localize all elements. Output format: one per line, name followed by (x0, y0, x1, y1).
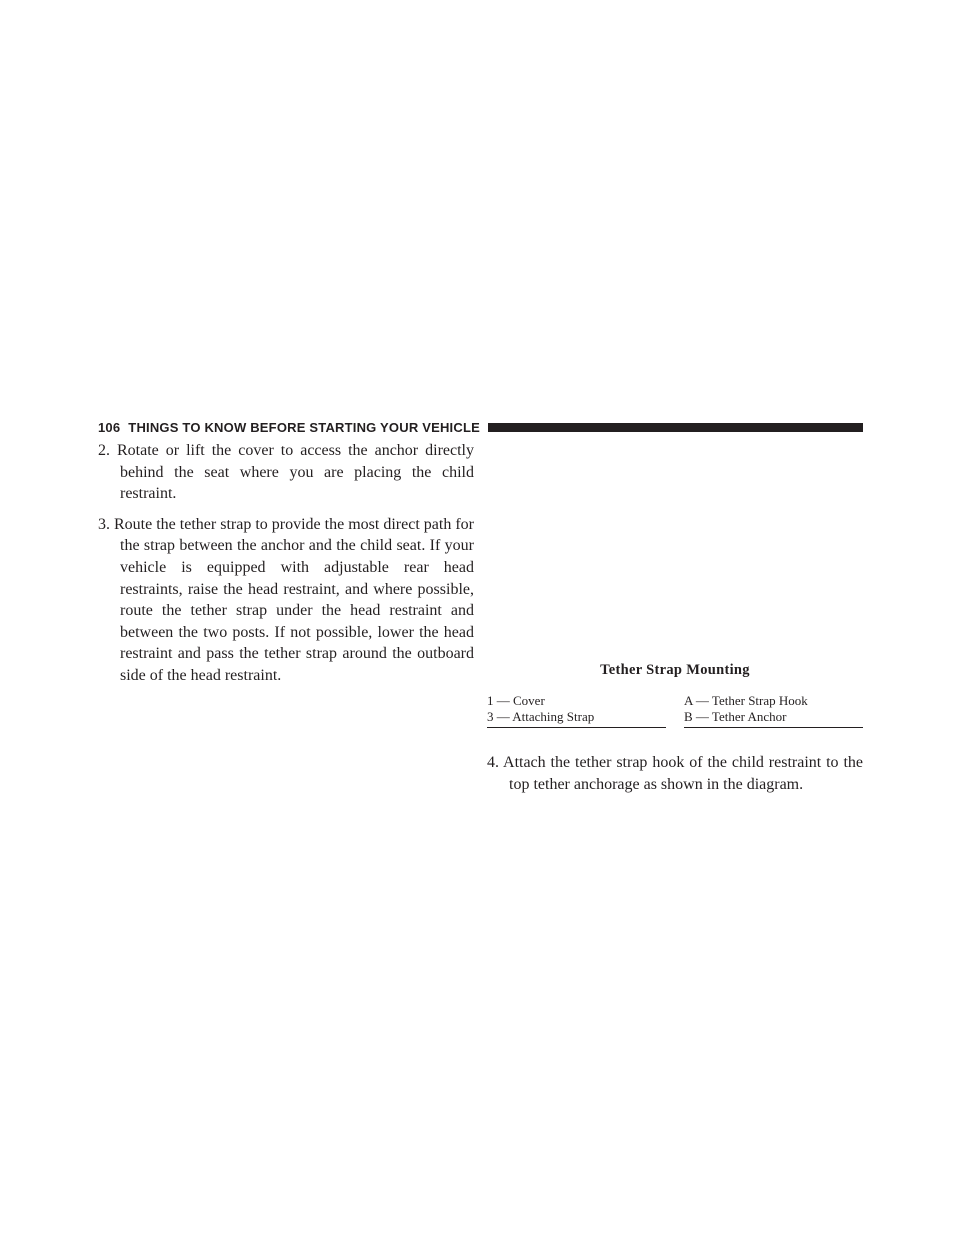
page-header (98, 417, 863, 437)
header-rule (488, 423, 863, 432)
legend-column-numbers (487, 693, 666, 728)
page-number: 106 (98, 419, 121, 435)
figure-area (487, 440, 863, 662)
legend-item-cover: 1 — Cover (487, 693, 545, 708)
figure-caption: Tether Strap Mounting (600, 662, 750, 678)
step-3: 3. Route the tether strap to provide the most direct path for the strap between the anchor and the child seat. If your vehicle is equipped with adjustable rear head restraints, raise the head restraint, and where possible, route the tether strap under the head restraint and between the two posts. If not possible, lower the head restraint and pass the tether strap around the outboard side of the head restraint. (98, 515, 474, 684)
left-column (98, 440, 474, 696)
legend-item-tether-strap-hook: A — Tether Strap Hook (684, 693, 808, 708)
legend-item-tether-anchor: B — Tether Anchor (684, 709, 787, 724)
step-2: 2. Rotate or lift the cover to access the anchor directly behind the seat where you are placing the child restraint. (98, 442, 474, 503)
legend-item-attaching-strap: 3 — Attaching Strap (487, 709, 595, 724)
legend-column-letters (684, 693, 863, 728)
figure-legend (487, 693, 863, 728)
right-column (487, 440, 863, 804)
section-title: THINGS TO KNOW BEFORE STARTING YOUR VEHICLE (128, 419, 480, 435)
step-4: 4. Attach the tether strap hook of the child restraint to the top tether anchorage as shown in the diagram. (487, 754, 863, 793)
